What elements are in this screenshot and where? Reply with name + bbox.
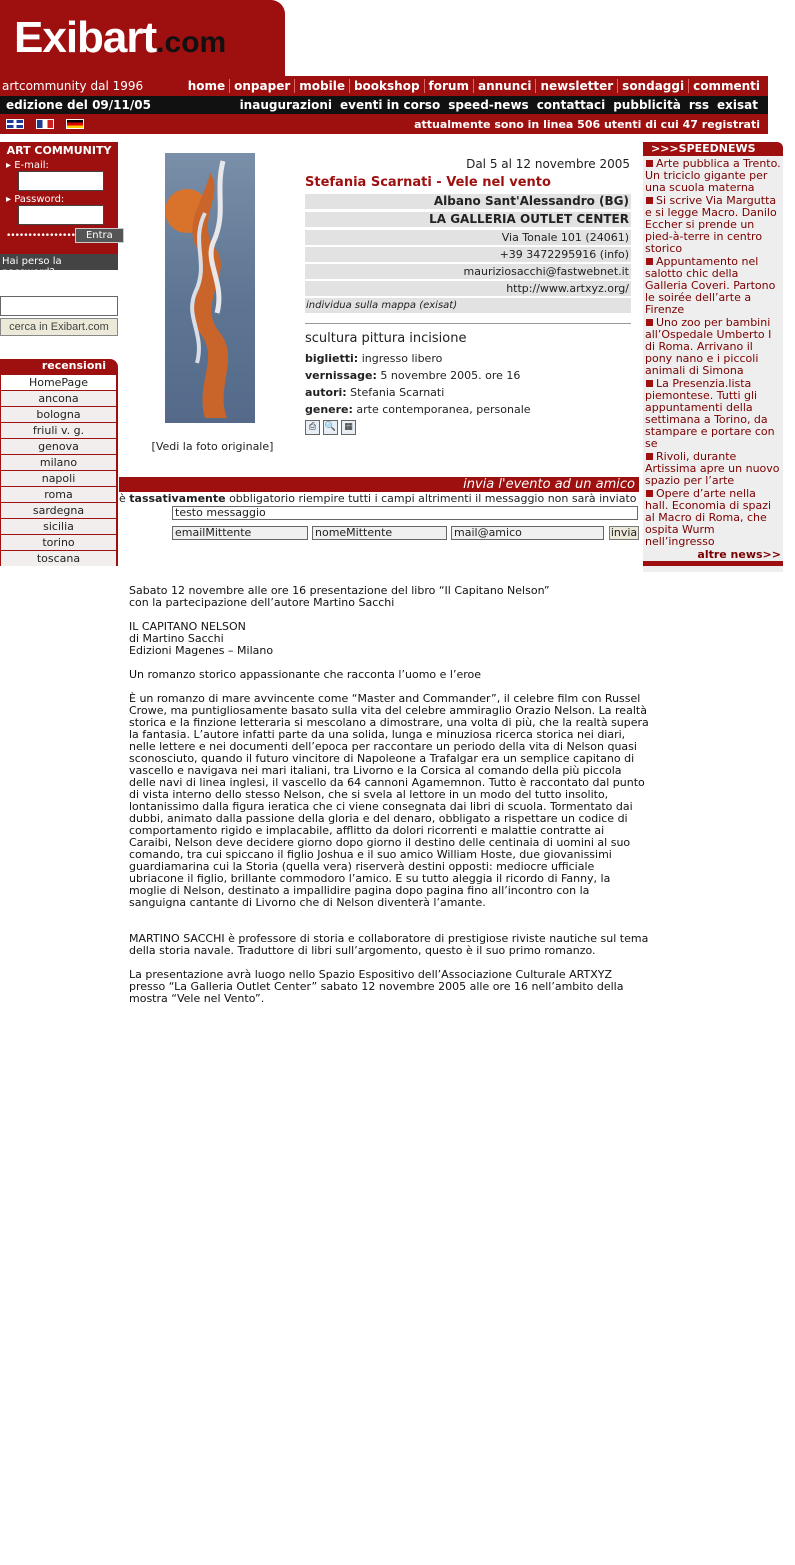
tagline: artcommunity dal 1996 <box>2 79 144 93</box>
event-authors: autori: Stefania Scarnati <box>305 386 445 399</box>
dotted-divider: •••••••••••••••• <box>6 230 75 241</box>
email-field[interactable] <box>18 171 104 191</box>
nav-contattaci[interactable]: contattaci <box>536 98 606 112</box>
speednews-title: >>>SPEEDNEWS <box>643 142 783 156</box>
event-website-link[interactable]: http://www.artxyz.org/ <box>305 281 631 296</box>
nav-home[interactable]: home <box>187 79 226 93</box>
password-label: ▸ Password: <box>6 194 65 205</box>
speednews-footer <box>643 561 783 566</box>
login-box-title: ART COMMUNITY <box>6 144 112 157</box>
event-artwork-image[interactable] <box>165 153 255 423</box>
nav-pubblicita[interactable]: pubblicità <box>613 98 681 112</box>
edition-date: edizione del 09/11/05 <box>6 98 151 112</box>
more-news-link[interactable]: altre news>> <box>697 548 781 561</box>
rec-item-ancona[interactable]: ancona <box>0 390 118 406</box>
speednews-item[interactable]: Arte pubblica a Trento. Un triciclo gigante per una scuola materna <box>645 157 781 194</box>
nav-exisat[interactable]: exisat <box>717 98 758 112</box>
login-box <box>0 142 118 270</box>
speednews-item[interactable]: Rivoli, durante Artissima apre un nuovo spazio per l’arte <box>645 450 780 487</box>
event-category: scultura pittura incisione <box>305 331 467 346</box>
rec-item-sardegna[interactable]: sardegna <box>0 502 118 518</box>
zoom-search-icon[interactable]: 🔍 <box>323 420 338 435</box>
nav-sondaggi[interactable]: sondaggi <box>617 79 688 93</box>
send-button[interactable]: invia <box>610 526 638 539</box>
recensioni-title: recensioni <box>0 359 118 374</box>
nav-bookshop[interactable]: bookshop <box>349 79 424 93</box>
body-paragraph: Sabato 12 novembre alle ore 16 presentazione del libro “Il Capitano Nelson” con la partecipazione dell’autore Martino Sacchi <box>129 584 550 609</box>
nav-mobile[interactable]: mobile <box>294 79 349 93</box>
speednews-item[interactable]: Si scrive Via Margutta e si legge Macro. Danilo Eccher si prende un pied-à-terre in centro storico <box>645 194 777 255</box>
send-to-friend-title: invia l'evento ad un amico <box>119 477 639 492</box>
rec-item-homepage[interactable]: HomePage <box>0 374 118 390</box>
divider <box>305 323 631 324</box>
rec-item-torino[interactable]: torino <box>0 534 118 550</box>
login-button[interactable]: Entra <box>75 228 124 243</box>
german-flag-icon[interactable] <box>66 119 84 129</box>
password-field[interactable] <box>18 205 104 225</box>
nav-commenti[interactable]: commenti <box>688 79 764 93</box>
lost-password-link[interactable]: Hai perso la password? <box>0 254 118 270</box>
rec-item-toscana[interactable]: toscana <box>0 550 118 566</box>
speednews-item[interactable]: Appuntamento nel salotto chic della Galleria Coveri. Partono le soirée dell’arte a Firenze <box>645 255 776 316</box>
english-flag-icon[interactable] <box>6 119 24 129</box>
speednews-item[interactable]: Uno zoo per bambini all’Ospedale Umberto I di Roma. Arrivano il pony nano e i piccoli animali di Simona <box>645 316 772 377</box>
status-bar <box>0 114 768 134</box>
friend-email-field[interactable]: mail@amico <box>451 526 604 540</box>
rec-item-genova[interactable]: genova <box>0 438 118 454</box>
rec-item-milano[interactable]: milano <box>0 454 118 470</box>
rec-item-napoli[interactable]: napoli <box>0 470 118 486</box>
body-paragraph: Un romanzo storico appassionante che racconta l’uomo e l’eroe <box>129 668 481 681</box>
event-email-link[interactable]: mauriziosacchi@fastwebnet.it <box>305 264 631 279</box>
online-users-count: attualmente sono in linea 506 utenti di cui 47 registrati <box>414 118 760 131</box>
email-label: ▸ E-mail: <box>6 160 49 171</box>
speednews-item[interactable]: La Presenzia.lista piemontese. Tutti gli appuntamenti della settimana a Torino, da stampare e portare con se <box>645 377 775 450</box>
nav-eventi-in-corso[interactable]: eventi in corso <box>340 98 441 112</box>
body-paragraph: La presentazione avrà luogo nello Spazio Espositivo dell’Associazione Culturale ARTXYZ presso “La Galleria Outlet Center” sabato 12 novembre 2005 alle ore 16 nell’ambito della mostra “Vele nel Vento”. <box>129 968 624 1005</box>
event-dates: Dal 5 al 12 novembre 2005 <box>466 157 630 171</box>
event-phone: +39 3472295916 (info) <box>305 247 631 262</box>
rec-item-friuli[interactable]: friuli v. g. <box>0 422 118 438</box>
nav-newsletter[interactable]: newsletter <box>535 79 617 93</box>
event-vernissage: vernissage: 5 novembre 2005. ore 16 <box>305 369 521 382</box>
calendar-icon[interactable]: ▦ <box>341 420 356 435</box>
search-input[interactable] <box>0 296 118 316</box>
print-icon[interactable]: ⎙ <box>305 420 320 435</box>
main-nav-bar <box>0 76 768 96</box>
event-title: Stefania Scarnati - Vele nel vento <box>305 175 551 190</box>
body-paragraph: MARTINO SACCHI è professore di storia e collaboratore di prestigiose riviste nautiche sul tema della storia navale. Traduttore di libri sull’argomento, questo è il suo primo romanzo. <box>129 932 649 957</box>
french-flag-icon[interactable] <box>36 119 54 129</box>
recensioni-menu <box>0 359 118 566</box>
secondary-nav-bar <box>0 96 768 114</box>
sender-name-field[interactable]: nomeMittente <box>312 526 447 540</box>
event-tools <box>305 420 356 435</box>
event-address: Via Tonale 101 (24061) <box>305 230 631 245</box>
message-field[interactable]: testo messaggio <box>172 506 638 520</box>
body-paragraph: È un romanzo di mare avvincente come “Master and Commander”, il celebre film con Russel Crowe, ma puntigliosamente basato sulla vita del celebre ammiraglio Orazio Nelson. La realtà storica e la finzione letteraria si mescolano a dimostrare, una volta di più, che la realtà supera la fantasia. L’autore infatti parte da una solida, lunga e minuziosa ricerca storica nei diari, nelle lettere e nei documenti dell’epoca per raccontare un periodo della vita di Nelson quasi sconosciuto, quando il futuro vincitore di Napoleone a Trafalgar era un semplice capitano di vascello e navigava nei mari italiani, tra Livorno e la Corsica al comando della più piccola delle navi di linea inglesi, il vascello da 64 cannoni Agamemnon. Tutto è raccontato dal punto di vista interno dello stesso Nelson, che si svela al lettore in un modo del tutto insolito, lontanissimo dalla figura ieratica che ci viene consegnata dai libri di scuola. Tormentato dai dubbi, animato dalla passione della gloria e del denaro, obbligato a rispettare un codice di comportamento rigido e implacabile, afflitto da dolori ricorrenti e malattie contratte ai Caraibi, Nelson deve decidere giorno dopo giorno il destino delle centinaia di uomini al suo comando, tra cui spiccano il figlio Joshua e il suo amico William Hoste, due giovanissimi guardiamarina cui la Storia (quella vera) riserverà destini opposti: mediocre ufficiale ubriacone il figlio, brillante commodoro l’amico. E su tutto aleggia il ricordo di Fanny, la moglie di Nelson, destinato a impallidire pagina dopo pagina fino all’incontro con la sanguigna cantante di Livorno che di Nelson diventerà l’amante. <box>129 692 649 909</box>
nav-speed-news[interactable]: speed-news <box>448 98 529 112</box>
event-description <box>129 585 649 1017</box>
language-flags <box>6 119 84 129</box>
rec-item-roma[interactable]: roma <box>0 486 118 502</box>
body-paragraph: IL CAPITANO NELSON di Martino Sacchi Edizioni Magenes – Milano <box>129 620 274 657</box>
logo-banner[interactable] <box>0 0 285 76</box>
map-link[interactable]: individua sulla mappa (exisat) <box>305 298 631 313</box>
event-tickets: biglietti: ingresso libero <box>305 352 443 365</box>
nav-annunci[interactable]: annunci <box>473 79 536 93</box>
nav-forum[interactable]: forum <box>424 79 473 93</box>
view-original-photo-link[interactable]: [Vedi la foto originale] <box>151 440 274 453</box>
nav-rss[interactable]: rss <box>688 98 710 112</box>
send-to-friend-note: è tassativamente obbligatorio riempire tutti i campi altrimenti il messaggio non sarà inviato <box>119 492 637 505</box>
main-nav-links <box>184 79 764 93</box>
event-city: Albano Sant'Alessandro (BG) <box>305 194 631 209</box>
event-genre: genere: arte contemporanea, personale <box>305 403 531 416</box>
exibart-logo[interactable]: Exibart.com <box>14 13 227 62</box>
nav-inaugurazioni[interactable]: inaugurazioni <box>239 98 333 112</box>
event-venue: LA GALLERIA OUTLET CENTER <box>305 212 631 227</box>
sender-email-field[interactable]: emailMittente <box>172 526 308 540</box>
search-button[interactable]: cerca in Exibart.com <box>0 318 118 336</box>
rec-item-sicilia[interactable]: sicilia <box>0 518 118 534</box>
speednews-item[interactable]: Opere d’arte nella hall. Economia di spazi al Macro di Roma, che ospita Wurm nell’ingresso <box>645 487 772 548</box>
rec-item-bologna[interactable]: bologna <box>0 406 118 422</box>
speednews-panel <box>643 142 783 572</box>
left-sidebar <box>0 142 118 278</box>
nav-onpaper[interactable]: onpaper <box>229 79 294 93</box>
secondary-nav-links <box>236 98 762 112</box>
